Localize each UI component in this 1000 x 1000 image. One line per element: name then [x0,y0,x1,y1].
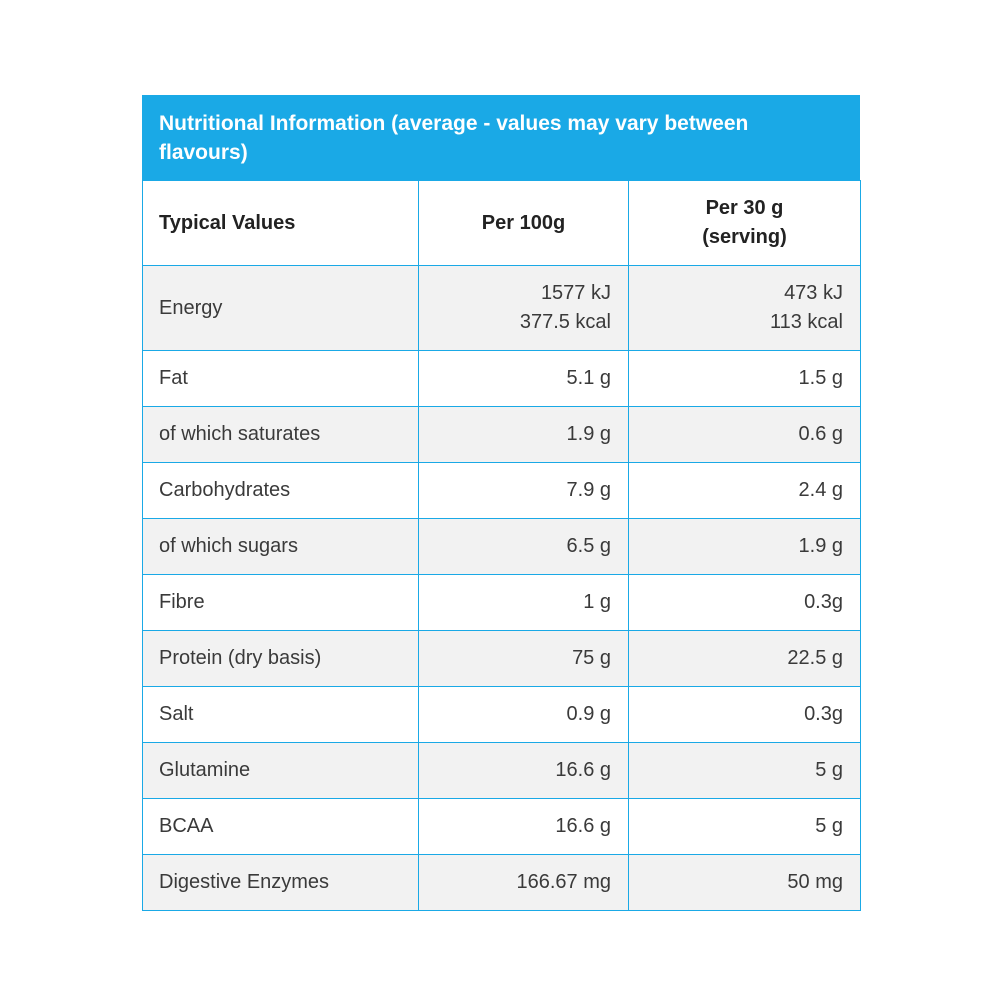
table-row [143,855,861,911]
row-value-per-serving: 0.6 g [629,407,861,463]
table-row [143,799,861,855]
nutrition-card [142,95,860,911]
row-value-per-100g: 16.6 g [419,743,629,799]
column-header-typical-values: Typical Values [143,181,419,266]
row-label: BCAA [143,799,419,855]
row-label: Digestive Enzymes [143,855,419,911]
row-value-per-100g [419,266,629,351]
row-label: Fat [143,351,419,407]
row-value-per-serving: 0.3g [629,687,861,743]
table-row [143,463,861,519]
row-value-per-100g: 1.9 g [419,407,629,463]
row-value-per-100g: 0.9 g [419,687,629,743]
energy-kj-per-serving: 473 kJ [784,282,843,304]
row-value-per-serving: 0.3g [629,575,861,631]
row-label: Carbohydrates [143,463,419,519]
energy-kcal-per-100g: 377.5 kcal [519,311,611,333]
row-label: Salt [143,687,419,743]
row-label: Protein (dry basis) [143,631,419,687]
column-header-per-100g: Per 100g [419,181,629,266]
row-value-per-serving: 2.4 g [629,463,861,519]
table-row [143,687,861,743]
row-value-per-100g: 166.67 mg [419,855,629,911]
row-value-per-100g: 75 g [419,631,629,687]
row-label: Glutamine [143,743,419,799]
column-header-per-serving-line1: Per 30 g [705,197,784,219]
row-value-per-serving: 1.9 g [629,519,861,575]
row-value-per-100g: 16.6 g [419,799,629,855]
row-value-per-serving: 22.5 g [629,631,861,687]
row-label: Energy [143,266,419,351]
table-row [143,407,861,463]
table-row [143,519,861,575]
row-label: Fibre [143,575,419,631]
column-header-per-serving [629,181,861,266]
table-row [143,631,861,687]
energy-kj-per-100g: 1577 kJ [540,282,611,304]
row-label: of which sugars [143,519,419,575]
table-row [143,743,861,799]
row-value-per-100g: 7.9 g [419,463,629,519]
row-value-per-100g: 6.5 g [419,519,629,575]
energy-kcal-per-serving: 113 kcal [769,311,843,333]
table-row [143,575,861,631]
row-label: of which saturates [143,407,419,463]
row-value-per-100g: 5.1 g [419,351,629,407]
row-value-per-serving: 50 mg [629,855,861,911]
nutrition-table [142,180,861,911]
column-header-per-serving-line2: (serving) [702,226,787,248]
table-row [143,266,861,351]
row-value-per-serving: 1.5 g [629,351,861,407]
row-value-per-100g: 1 g [419,575,629,631]
table-header-row [143,181,861,266]
nutrition-title: Nutritional Information (average - values may vary between flavours) [142,95,860,180]
table-row [143,351,861,407]
row-value-per-serving [629,266,861,351]
row-value-per-serving: 5 g [629,799,861,855]
row-value-per-serving: 5 g [629,743,861,799]
